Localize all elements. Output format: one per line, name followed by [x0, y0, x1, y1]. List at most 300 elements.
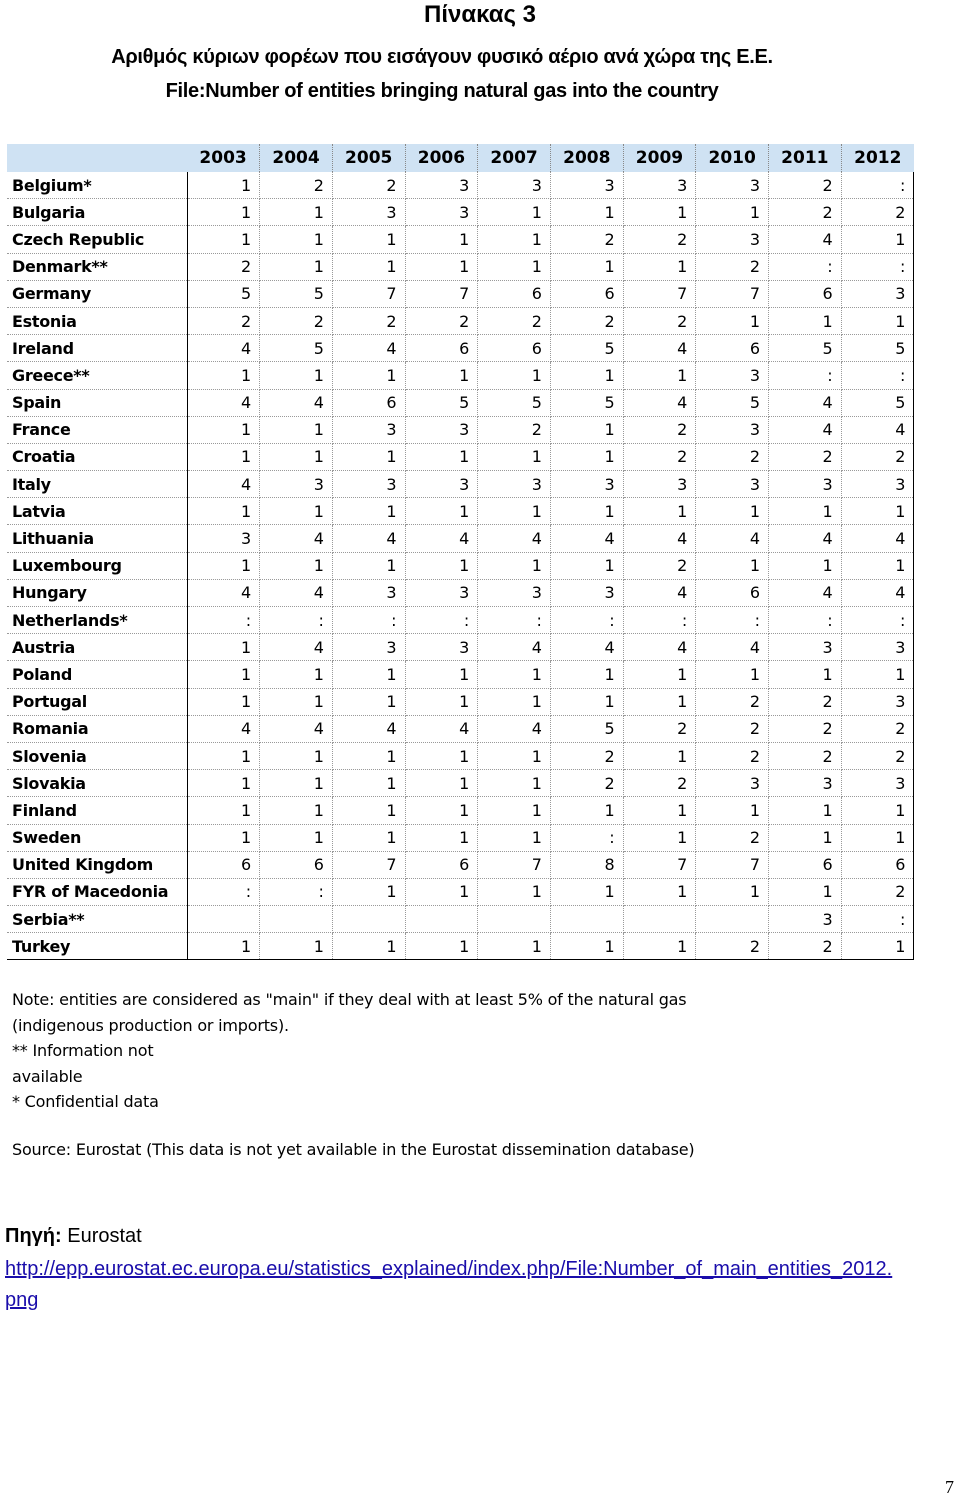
value-cell: 1	[841, 552, 914, 579]
value-cell: 1	[696, 552, 769, 579]
value-cell: 1	[478, 797, 551, 824]
table-row	[7, 307, 914, 334]
value-cell: 6	[841, 851, 914, 878]
value-cell: 4	[769, 416, 842, 443]
value-cell: 1	[478, 443, 551, 470]
value-cell: 3	[405, 172, 478, 199]
value-cell: 1	[260, 226, 333, 253]
value-cell: 2	[841, 715, 914, 742]
value-cell: 1	[623, 742, 696, 769]
table-row	[7, 226, 914, 253]
value-cell: 1	[260, 498, 333, 525]
value-cell: 4	[696, 634, 769, 661]
value-cell: 1	[405, 498, 478, 525]
value-cell: 2	[332, 172, 405, 199]
value-cell: 6	[405, 851, 478, 878]
value-cell: 1	[187, 362, 260, 389]
value-cell: 1	[478, 933, 551, 960]
year-header: 2005	[332, 144, 405, 172]
value-cell: 4	[769, 579, 842, 606]
value-cell: :	[550, 607, 623, 634]
value-cell: 1	[260, 416, 333, 443]
table-row	[7, 362, 914, 389]
table-row	[7, 933, 914, 960]
value-cell: 1	[769, 307, 842, 334]
value-cell: 1	[769, 797, 842, 824]
value-cell: 2	[696, 824, 769, 851]
value-cell: :	[260, 607, 333, 634]
source-url-link[interactable]: http://epp.eurostat.ec.europa.eu/statistics_explained/index.php/File:Number_of_main_entities_2012.png	[5, 1258, 893, 1311]
country-cell: Greece**	[7, 362, 187, 389]
country-cell: FYR of Macedonia	[7, 878, 187, 905]
value-cell: 3	[478, 471, 551, 498]
value-cell: 2	[623, 416, 696, 443]
year-header: 2009	[623, 144, 696, 172]
value-cell: :	[332, 607, 405, 634]
value-cell: :	[187, 878, 260, 905]
source-name: Eurostat	[67, 1225, 142, 1247]
country-cell: Luxembourg	[7, 552, 187, 579]
value-cell: 4	[260, 715, 333, 742]
note-line: * Confidential data	[12, 1092, 159, 1111]
value-cell: 1	[478, 498, 551, 525]
value-cell: 4	[769, 525, 842, 552]
table-row	[7, 443, 914, 470]
note-line: (indigenous production or imports).	[12, 1015, 289, 1035]
value-cell: 3	[769, 906, 842, 933]
country-cell: Sweden	[7, 824, 187, 851]
value-cell: 2	[769, 688, 842, 715]
value-cell: 1	[623, 878, 696, 905]
value-cell: 3	[478, 172, 551, 199]
value-cell: 1	[550, 362, 623, 389]
value-cell: 4	[841, 525, 914, 552]
year-header: 2011	[769, 144, 842, 172]
value-cell: 3	[623, 471, 696, 498]
value-cell: :	[623, 607, 696, 634]
value-cell: 3	[696, 416, 769, 443]
value-cell: 2	[478, 416, 551, 443]
value-cell: 2	[332, 307, 405, 334]
value-cell: 5	[550, 335, 623, 362]
value-cell: 2	[769, 715, 842, 742]
value-cell: 1	[260, 443, 333, 470]
value-cell: :	[405, 607, 478, 634]
value-cell	[187, 906, 260, 933]
table-row	[7, 661, 914, 688]
value-cell: 4	[187, 715, 260, 742]
value-cell: 1	[260, 253, 333, 280]
value-cell: 6	[405, 335, 478, 362]
value-cell: 1	[550, 797, 623, 824]
value-cell: 1	[696, 307, 769, 334]
value-cell: 1	[550, 661, 623, 688]
country-cell: Belgium*	[7, 172, 187, 199]
value-cell: :	[841, 362, 914, 389]
value-cell: 2	[550, 226, 623, 253]
value-cell: 3	[769, 634, 842, 661]
value-cell: :	[769, 362, 842, 389]
value-cell: 1	[769, 661, 842, 688]
value-cell: 3	[841, 280, 914, 307]
entities-table	[7, 144, 914, 960]
value-cell: 3	[332, 199, 405, 226]
value-cell: 1	[623, 253, 696, 280]
value-cell: 5	[260, 335, 333, 362]
value-cell: 3	[550, 579, 623, 606]
value-cell: 1	[187, 933, 260, 960]
value-cell: 2	[696, 253, 769, 280]
value-cell: 1	[187, 226, 260, 253]
value-cell: 2	[550, 307, 623, 334]
value-cell: 1	[187, 688, 260, 715]
value-cell: 1	[260, 688, 333, 715]
value-cell: 1	[405, 797, 478, 824]
value-cell: 2	[769, 742, 842, 769]
value-cell: 5	[260, 280, 333, 307]
value-cell: 1	[332, 688, 405, 715]
table-body	[7, 172, 914, 960]
value-cell: 1	[478, 824, 551, 851]
value-cell: 2	[769, 933, 842, 960]
value-cell: 1	[550, 199, 623, 226]
value-cell	[260, 906, 333, 933]
value-cell: 7	[332, 851, 405, 878]
value-cell: 4	[405, 525, 478, 552]
table-row	[7, 715, 914, 742]
value-cell: 1	[405, 688, 478, 715]
value-cell: 3	[405, 634, 478, 661]
value-cell	[478, 906, 551, 933]
year-header: 2003	[187, 144, 260, 172]
value-cell: 6	[260, 851, 333, 878]
table-row	[7, 335, 914, 362]
note-line: Note: entities are considered as "main" if they deal with at least 5% of the natural gas	[12, 990, 687, 1009]
value-cell: 1	[405, 362, 478, 389]
value-cell: 3	[841, 770, 914, 797]
value-cell: 1	[187, 416, 260, 443]
value-cell: 1	[332, 742, 405, 769]
value-cell: 1	[478, 661, 551, 688]
value-cell: 3	[841, 471, 914, 498]
value-cell: 1	[405, 878, 478, 905]
value-cell: 1	[550, 552, 623, 579]
value-cell: 1	[478, 226, 551, 253]
value-cell: 3	[405, 199, 478, 226]
value-cell: 1	[769, 878, 842, 905]
table-row	[7, 416, 914, 443]
country-cell: Lithuania	[7, 525, 187, 552]
value-cell: 3	[332, 471, 405, 498]
value-cell: 2	[696, 742, 769, 769]
value-cell: 5	[405, 389, 478, 416]
country-cell: Estonia	[7, 307, 187, 334]
table-row	[7, 172, 914, 199]
value-cell: 2	[769, 172, 842, 199]
value-cell: 3	[696, 226, 769, 253]
value-cell: 1	[187, 797, 260, 824]
value-cell: 1	[696, 878, 769, 905]
country-cell: Slovenia	[7, 742, 187, 769]
value-cell: 1	[550, 416, 623, 443]
value-cell: 1	[405, 933, 478, 960]
value-cell: 3	[405, 416, 478, 443]
value-cell: 4	[623, 335, 696, 362]
value-cell: 6	[550, 280, 623, 307]
value-cell: 1	[696, 199, 769, 226]
value-cell: 1	[332, 362, 405, 389]
value-cell: 3	[841, 688, 914, 715]
subtitle-greek: Αριθμός κύριων φορέων που εισάγουν φυσικό αέριο ανά χώρα της Ε.Ε.	[111, 46, 773, 68]
value-cell: 3	[405, 579, 478, 606]
value-cell: 1	[332, 498, 405, 525]
value-cell	[696, 906, 769, 933]
value-cell: 1	[260, 199, 333, 226]
value-cell: 3	[478, 579, 551, 606]
value-cell: :	[187, 607, 260, 634]
value-cell: 1	[478, 878, 551, 905]
value-cell: 1	[841, 933, 914, 960]
value-cell: 2	[769, 199, 842, 226]
value-cell: 1	[260, 362, 333, 389]
value-cell: 1	[550, 498, 623, 525]
value-cell: 2	[841, 199, 914, 226]
value-cell: 4	[623, 634, 696, 661]
value-cell: 1	[841, 498, 914, 525]
table-row	[7, 389, 914, 416]
value-cell: 1	[550, 253, 623, 280]
value-cell: 2	[841, 878, 914, 905]
value-cell: 2	[550, 770, 623, 797]
value-cell: 5	[841, 389, 914, 416]
value-cell: 7	[623, 280, 696, 307]
value-cell: 1	[332, 443, 405, 470]
country-cell: France	[7, 416, 187, 443]
value-cell: 7	[696, 280, 769, 307]
value-cell: 1	[187, 199, 260, 226]
country-cell: Spain	[7, 389, 187, 416]
value-cell: 1	[550, 443, 623, 470]
value-cell: 1	[332, 226, 405, 253]
value-cell: 2	[478, 307, 551, 334]
source-attribution	[5, 1225, 142, 1248]
value-cell: 4	[260, 389, 333, 416]
value-cell: 2	[841, 443, 914, 470]
value-cell: 1	[550, 688, 623, 715]
value-cell: 1	[260, 661, 333, 688]
value-cell: 1	[187, 443, 260, 470]
value-cell: 1	[623, 661, 696, 688]
value-cell: 1	[332, 824, 405, 851]
value-cell: 2	[623, 307, 696, 334]
value-cell: :	[841, 607, 914, 634]
country-cell: Ireland	[7, 335, 187, 362]
value-cell: 1	[332, 253, 405, 280]
value-cell: 1	[405, 770, 478, 797]
value-cell: 2	[550, 742, 623, 769]
value-cell: :	[478, 607, 551, 634]
value-cell: 4	[623, 525, 696, 552]
value-cell: 1	[841, 797, 914, 824]
value-cell: 5	[550, 389, 623, 416]
value-cell: 1	[841, 307, 914, 334]
value-cell: 4	[550, 634, 623, 661]
value-cell: 1	[187, 552, 260, 579]
value-cell	[332, 906, 405, 933]
value-cell: 4	[187, 389, 260, 416]
value-cell: 3	[696, 172, 769, 199]
value-cell: 1	[187, 172, 260, 199]
value-cell: 2	[623, 715, 696, 742]
table-row	[7, 851, 914, 878]
value-cell: 2	[260, 307, 333, 334]
notes-block	[12, 987, 686, 1115]
value-cell: 1	[405, 742, 478, 769]
country-cell: Latvia	[7, 498, 187, 525]
country-cell: Denmark**	[7, 253, 187, 280]
value-cell: 1	[769, 824, 842, 851]
year-header: 2012	[841, 144, 914, 172]
value-cell: 1	[478, 199, 551, 226]
value-cell: 1	[769, 552, 842, 579]
value-cell: 1	[405, 443, 478, 470]
value-cell: 8	[550, 851, 623, 878]
value-cell: 1	[260, 552, 333, 579]
value-cell: 7	[623, 851, 696, 878]
value-cell: 1	[550, 933, 623, 960]
value-cell: 2	[623, 552, 696, 579]
value-cell: 1	[623, 362, 696, 389]
year-header: 2010	[696, 144, 769, 172]
table-row	[7, 471, 914, 498]
country-cell: Turkey	[7, 933, 187, 960]
page-title: Πίνακας 3	[424, 1, 536, 28]
source-line: Source: Eurostat (This data is not yet available in the Eurostat dissemination database)	[12, 1140, 695, 1159]
value-cell: 2	[623, 770, 696, 797]
country-cell: Portugal	[7, 688, 187, 715]
value-cell: 1	[260, 797, 333, 824]
table-row	[7, 878, 914, 905]
value-cell: 7	[696, 851, 769, 878]
table-row	[7, 688, 914, 715]
value-cell: 6	[332, 389, 405, 416]
note-line: available	[12, 1066, 83, 1086]
country-cell: Poland	[7, 661, 187, 688]
value-cell: 3	[187, 525, 260, 552]
value-cell: 1	[623, 797, 696, 824]
country-cell: Bulgaria	[7, 199, 187, 226]
value-cell: 3	[550, 471, 623, 498]
value-cell: 1	[187, 742, 260, 769]
year-header: 2007	[478, 144, 551, 172]
table-row	[7, 552, 914, 579]
value-cell: 4	[332, 335, 405, 362]
country-cell: Hungary	[7, 579, 187, 606]
value-cell: 4	[769, 226, 842, 253]
value-cell: 1	[187, 498, 260, 525]
value-cell: 1	[478, 688, 551, 715]
table-row	[7, 280, 914, 307]
value-cell: 2	[769, 443, 842, 470]
page-number: 7	[945, 1477, 954, 1497]
value-cell: 1	[405, 226, 478, 253]
country-cell: Italy	[7, 471, 187, 498]
value-cell: 2	[696, 715, 769, 742]
value-cell: 1	[478, 770, 551, 797]
value-cell: 1	[332, 770, 405, 797]
value-cell: 6	[478, 280, 551, 307]
value-cell: :	[769, 607, 842, 634]
value-cell: 1	[332, 797, 405, 824]
value-cell: 5	[769, 335, 842, 362]
value-cell: 1	[623, 933, 696, 960]
value-cell: 1	[478, 253, 551, 280]
value-cell	[405, 906, 478, 933]
value-cell: 3	[696, 770, 769, 797]
value-cell: 4	[623, 389, 696, 416]
value-cell: 5	[187, 280, 260, 307]
country-cell: Netherlands*	[7, 607, 187, 634]
value-cell: 2	[187, 307, 260, 334]
value-cell: :	[841, 906, 914, 933]
value-cell: 3	[332, 634, 405, 661]
value-cell: 2	[841, 742, 914, 769]
value-cell: 2	[696, 933, 769, 960]
value-cell: 2	[405, 307, 478, 334]
value-cell: 3	[260, 471, 333, 498]
value-cell: 1	[841, 226, 914, 253]
table-row	[7, 824, 914, 851]
value-cell: 1	[478, 552, 551, 579]
value-cell: 3	[769, 471, 842, 498]
table-header-row	[7, 144, 914, 172]
table-row	[7, 199, 914, 226]
note-line: ** Information not	[12, 1041, 154, 1060]
value-cell: 3	[623, 172, 696, 199]
value-cell: 1	[260, 824, 333, 851]
table-row	[7, 579, 914, 606]
country-cell: Austria	[7, 634, 187, 661]
value-cell: 1	[623, 688, 696, 715]
value-cell: 1	[260, 770, 333, 797]
value-cell: 3	[841, 634, 914, 661]
value-cell: 4	[187, 335, 260, 362]
value-cell: 4	[187, 471, 260, 498]
value-cell: 3	[696, 471, 769, 498]
value-cell: 5	[841, 335, 914, 362]
value-cell: 4	[260, 634, 333, 661]
year-header: 2006	[405, 144, 478, 172]
value-cell: 6	[769, 280, 842, 307]
value-cell: 1	[187, 770, 260, 797]
value-cell: 1	[550, 878, 623, 905]
value-cell: 1	[260, 933, 333, 960]
value-cell: :	[841, 253, 914, 280]
value-cell: 3	[332, 416, 405, 443]
country-cell: United Kingdom	[7, 851, 187, 878]
value-cell: 3	[332, 579, 405, 606]
value-cell: 1	[623, 498, 696, 525]
value-cell: 1	[332, 661, 405, 688]
value-cell: 6	[696, 579, 769, 606]
value-cell: 1	[478, 362, 551, 389]
country-cell: Czech Republic	[7, 226, 187, 253]
value-cell: 3	[550, 172, 623, 199]
year-header: 2008	[550, 144, 623, 172]
value-cell: 4	[332, 525, 405, 552]
value-cell: 4	[260, 579, 333, 606]
country-cell: Finland	[7, 797, 187, 824]
